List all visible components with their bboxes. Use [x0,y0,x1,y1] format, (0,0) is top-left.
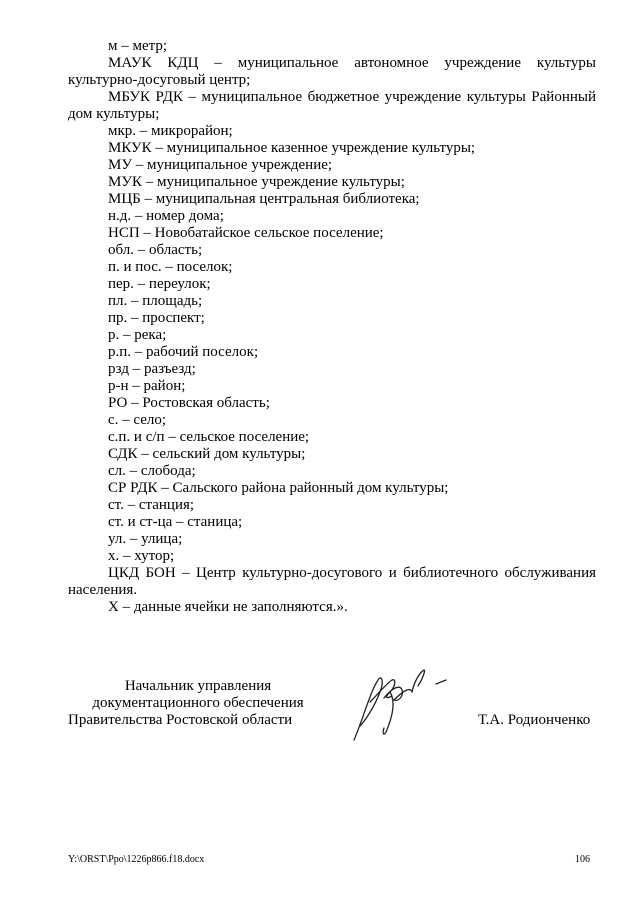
list-item: пл. – площадь; [108,293,203,309]
list-item: Х – данные ячейки не заполняются.». [108,599,348,615]
signatory-title [68,678,328,729]
list-item: ст. и ст-ца – станица; [108,514,243,530]
list-item: с. – село; [108,412,167,428]
list-item: м – метр; [108,38,168,54]
handwritten-signature [340,662,460,752]
list-item: п. и пос. – поселок; [108,259,233,275]
list-item: мкр. – микрорайон; [108,123,233,139]
list-item: МАУК КДЦ – муниципальное автономное учреждение культуры [108,55,596,71]
signatory-name: Т.А. Родионченко [478,712,591,728]
page-number: 106 [575,854,590,865]
list-item: х. – хутор; [108,548,175,564]
list-item-continuation: культурно-досуговый центр; [68,72,251,88]
list-item: сл. – слобода; [108,463,196,479]
signatory-title-line: Правительства Ростовской области [68,712,293,728]
list-item: пер. – переулок; [108,276,211,292]
list-item: р. – река; [108,327,167,343]
list-item: РО – Ростовская область; [108,395,270,411]
list-item: ЦКД БОН – Центр культурно-досугового и библиотечного обслуживания [108,565,596,581]
abbreviations-list [68,38,596,616]
list-item: р-н – район; [108,378,186,394]
list-item: МУК – муниципальное учреждение культуры; [108,174,405,190]
list-item: с.п. и с/п – сельское поселение; [108,429,310,445]
list-item: СДК – сельский дом культуры; [108,446,306,462]
signatory-title-line: Начальник управления [124,678,272,694]
list-item: ст. – станция; [108,497,195,513]
list-item: МКУК – муниципальное казенное учреждение культуры; [108,140,476,156]
list-item: рзд – разъезд; [108,361,196,377]
list-item: МУ – муниципальное учреждение; [108,157,333,173]
list-item-continuation: населения. [68,582,138,598]
signatory-title-line: документационного обеспечения [92,695,304,711]
list-item: ул. – улица; [108,531,183,547]
list-item-continuation: дом культуры; [68,106,160,122]
file-path: Y:\ORST\Ppo\1226p866.f18.docx [68,854,205,865]
list-item: НСП – Новобатайское сельское поселение; [108,225,384,241]
list-item: р.п. – рабочий поселок; [108,344,259,360]
list-item: МЦБ – муниципальная центральная библиотека; [108,191,420,207]
list-item: МБУК РДК – муниципальное бюджетное учреждение культуры Районный [108,89,596,105]
list-item: н.д. – номер дома; [108,208,224,224]
list-item: обл. – область; [108,242,203,258]
list-item: СР РДК – Сальского района районный дом культуры; [108,480,449,496]
list-item: пр. – проспект; [108,310,205,326]
